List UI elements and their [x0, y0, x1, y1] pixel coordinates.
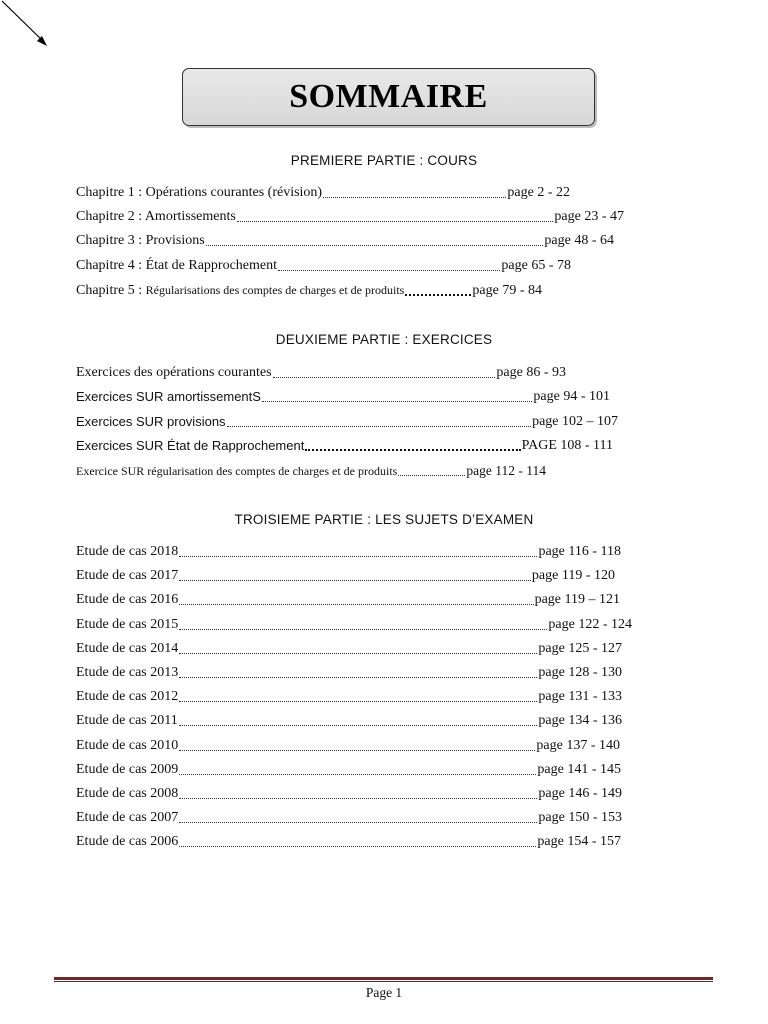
toc-entry-label: Etude de cas 2007: [76, 810, 179, 826]
toc-entry: [76, 413, 618, 431]
toc-entry: [76, 761, 621, 779]
dot-leader: [179, 629, 547, 630]
toc-entry-page: page 146 - 149: [538, 786, 622, 801]
footer-page-number: Page 1: [365, 985, 403, 1000]
dot-leader: [179, 822, 537, 823]
toc-entry-label: Etude de cas 2010: [76, 737, 179, 753]
dot-leader: [179, 701, 537, 702]
toc-entry: [76, 437, 613, 455]
toc-entry-page: page 116 - 118: [538, 544, 621, 559]
toc-entry-label: Chapitre 2 : Amortissements: [76, 209, 236, 224]
toc-entry-label: Etude de cas 2006: [76, 834, 179, 850]
toc-entry-label: Chapitre 5 : Régularisations des comptes de charges et de produits: [76, 283, 405, 298]
part-1-heading: PREMIERE PARTIE : COURS: [290, 153, 478, 168]
toc-entry-page: page 102 – 107: [532, 414, 618, 429]
toc-entry-page: PAGE 108 - 111: [521, 438, 613, 453]
toc-entry-page: page 79 - 84: [472, 283, 542, 298]
toc-entry-page: page 119 - 120: [531, 568, 615, 584]
toc-entry: [76, 543, 621, 561]
part-2-heading: DEUXIEME PARTIE : EXERCICES: [275, 332, 493, 347]
toc-entry: [76, 257, 571, 275]
toc-entry: [76, 833, 621, 851]
dot-leader: [262, 401, 532, 402]
dot-leader: [405, 294, 471, 296]
title-box: [182, 68, 595, 126]
toc-entry-page: page 112 - 114: [466, 463, 546, 478]
toc-entry-label: Etude de cas 2018: [76, 544, 179, 559]
toc-entry: [76, 737, 620, 755]
toc-entry: [76, 640, 622, 658]
arrow-icon: [0, 0, 60, 60]
toc-entry: [76, 282, 542, 300]
toc-entry-label: Chapitre 4 : État de Rapprochement: [76, 258, 277, 273]
toc-entry: [76, 616, 632, 634]
dot-leader: [179, 604, 533, 605]
toc-entry-page: page 23 - 47: [554, 209, 624, 224]
toc-entry: [76, 785, 622, 803]
toc-entry-label: Etude de cas 2012: [76, 689, 179, 705]
toc-entry: [76, 567, 615, 585]
dot-leader: [237, 221, 554, 222]
toc-entry-label: Etude de cas 2013: [76, 665, 179, 680]
dot-leader: [179, 725, 538, 726]
toc-entry-label: Exercices SUR provisions: [76, 414, 226, 429]
toc-entry-label: Exercice SUR régularisation des comptes de charges et de produits: [76, 464, 398, 478]
toc-entry-page: page 131 - 133: [538, 689, 622, 705]
toc-entry-label: Chapitre 1 : Opérations courantes (révision): [76, 185, 323, 200]
toc-entry-label: Etude de cas 2016: [76, 592, 179, 608]
dot-leader: [179, 653, 537, 654]
toc-entry-label: Etude de cas 2011: [76, 713, 178, 729]
dot-leader: [227, 426, 532, 427]
toc-entry: [76, 462, 546, 480]
toc-entry-label: Etude de cas 2017: [76, 568, 179, 584]
toc-entry: [76, 232, 614, 250]
toc-entry-page: page 94 - 101: [533, 389, 610, 404]
toc-entry: [76, 208, 624, 226]
toc-entry-page: page 154 - 157: [537, 834, 621, 850]
toc-entry-label: Etude de cas 2008: [76, 786, 179, 801]
dot-leader: [305, 449, 520, 451]
dot-leader: [206, 245, 544, 246]
toc-entry: [76, 388, 610, 406]
toc-entry-label: Exercices des opérations courantes: [76, 365, 272, 380]
page-title: SOMMAIRE: [289, 78, 488, 115]
dot-leader: [179, 556, 537, 557]
toc-entry: [76, 364, 566, 382]
toc-entry: [76, 184, 570, 202]
part-3-heading: TROISIEME PARTIE : LES SUJETS D’EXAMEN: [234, 512, 534, 527]
toc-entry-label: Etude de cas 2009: [76, 761, 179, 777]
dot-leader: [179, 798, 537, 799]
toc-entry: [76, 688, 622, 706]
footer-rule: [54, 977, 713, 982]
toc-entry-label: Exercices SUR État de Rapprochement: [76, 438, 305, 453]
toc-entry: [76, 809, 622, 827]
toc-entry-page: page 125 - 127: [538, 640, 622, 656]
toc-entry-page: page 48 - 64: [544, 233, 614, 248]
dot-leader: [179, 774, 536, 775]
dot-leader: [278, 270, 500, 271]
toc-entry-label: Etude de cas 2015: [76, 616, 179, 632]
toc-entry-page: page 128 - 130: [538, 665, 622, 680]
toc-entry-page: page 134 - 136: [538, 713, 622, 729]
dot-leader: [273, 377, 496, 378]
toc-entry-label: Chapitre 3 : Provisions: [76, 233, 205, 248]
dot-leader: [179, 846, 536, 847]
toc-entry-label: Exercices SUR amortissementS: [76, 389, 261, 404]
toc-entry-page: page 119 – 121: [534, 592, 620, 608]
toc-entry: [76, 664, 622, 682]
toc-entry-page: page 150 - 153: [538, 810, 622, 826]
dot-leader: [179, 580, 531, 581]
dot-leader: [179, 677, 537, 678]
dot-leader: [179, 750, 535, 751]
toc-entry-page: page 2 - 22: [507, 185, 570, 200]
dot-leader: [323, 197, 506, 198]
toc-entry-page: page 122 - 124: [548, 616, 632, 632]
dot-leader: [398, 475, 465, 476]
toc-entry-page: page 86 - 93: [496, 365, 566, 380]
toc-entry-label: Etude de cas 2014: [76, 640, 179, 656]
toc-entry-page: page 141 - 145: [537, 761, 621, 777]
toc-entry-page: page 65 - 78: [501, 258, 571, 273]
toc-entry: [76, 712, 622, 730]
toc-entry-page: page 137 - 140: [536, 737, 620, 753]
toc-entry: [76, 591, 620, 609]
